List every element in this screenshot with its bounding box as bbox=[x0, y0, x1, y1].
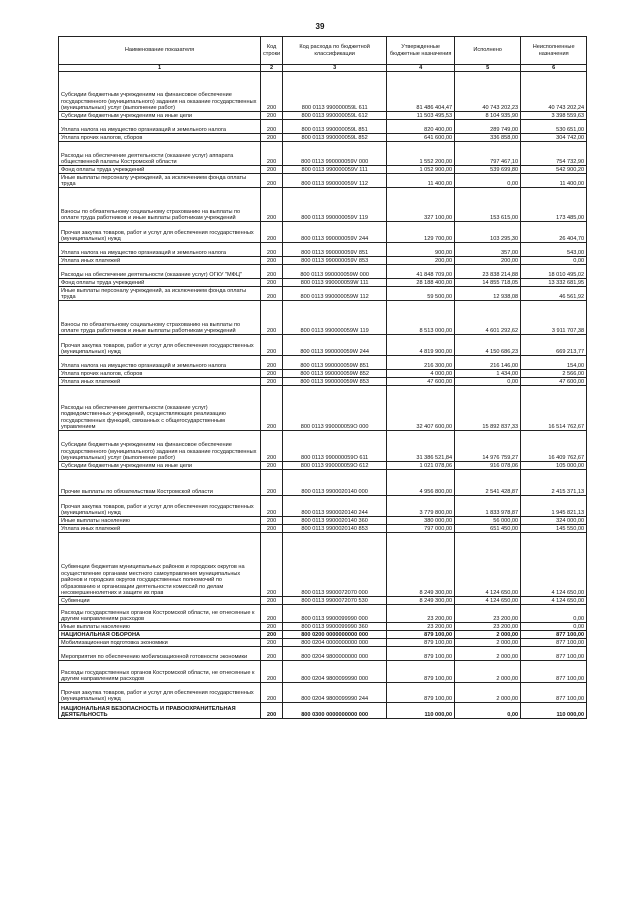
row-expense-code: 800 0113 9900099990 000 bbox=[283, 605, 387, 623]
row-executed: 56 000,00 bbox=[455, 517, 521, 525]
row-line-code: 200 bbox=[261, 356, 283, 370]
row-approved: 31 386 521,84 bbox=[387, 431, 455, 462]
row-name: Иные выплаты персоналу учреждений, за исключением фонда оплаты труда bbox=[59, 287, 261, 301]
table-row bbox=[59, 112, 587, 120]
row-approved: 879 100,00 bbox=[387, 661, 455, 683]
row-executed: 4 124 650,00 bbox=[455, 533, 521, 597]
table-row bbox=[59, 386, 587, 431]
row-name: Субсидии бюджетным учреждениям на иные цели bbox=[59, 112, 261, 120]
row-executed: 916 078,06 bbox=[455, 462, 521, 470]
row-executed: 0,00 bbox=[455, 174, 521, 188]
row-expense-code: 800 0113 990000059V 112 bbox=[283, 174, 387, 188]
row-name: НАЦИОНАЛЬНАЯ БЕЗОПАСНОСТЬ И ПРАВООХРАНИТЕЛЬНАЯ ДЕЯТЕЛЬНОСТЬ bbox=[59, 703, 261, 719]
row-name: Фонд оплаты труда учреждений bbox=[59, 279, 261, 287]
table-row bbox=[59, 496, 587, 517]
table-row bbox=[59, 378, 587, 386]
row-line-code: 200 bbox=[261, 279, 283, 287]
row-executed: 0,00 bbox=[455, 703, 521, 719]
row-name: Прочая закупка товаров, работ и услуг для обеспечения государственных (муниципальных) нужд bbox=[59, 222, 261, 243]
row-executed: 289 749,00 bbox=[455, 120, 521, 134]
row-approved: 59 500,00 bbox=[387, 287, 455, 301]
row-approved: 129 700,00 bbox=[387, 222, 455, 243]
row-approved: 8 249 300,00 bbox=[387, 597, 455, 605]
table-body bbox=[59, 72, 587, 719]
row-approved: 380 000,00 bbox=[387, 517, 455, 525]
column-index: 2 bbox=[261, 65, 283, 72]
row-name: Уплата прочих налогов, сборов bbox=[59, 134, 261, 142]
row-unexecuted: 173 485,00 bbox=[521, 188, 587, 222]
row-approved: 200,00 bbox=[387, 257, 455, 265]
row-executed: 40 743 202,23 bbox=[455, 72, 521, 112]
row-name: Субвенции bbox=[59, 597, 261, 605]
row-unexecuted: 18 010 495,02 bbox=[521, 265, 587, 279]
table-row bbox=[59, 265, 587, 279]
row-name: Расходы государственных органов Костромской области, не отнесенные к другим направлениям расходов bbox=[59, 661, 261, 683]
row-expense-code: 800 0300 0000000000 000 bbox=[283, 703, 387, 719]
row-executed: 200,00 bbox=[455, 257, 521, 265]
row-name: Уплата иных платежей bbox=[59, 525, 261, 533]
table-row bbox=[59, 301, 587, 335]
page-number: 39 bbox=[315, 22, 325, 31]
row-line-code: 200 bbox=[261, 631, 283, 639]
row-unexecuted: 110 000,00 bbox=[521, 703, 587, 719]
row-name: НАЦИОНАЛЬНАЯ ОБОРОНА bbox=[59, 631, 261, 639]
row-line-code: 200 bbox=[261, 597, 283, 605]
row-line-code: 200 bbox=[261, 431, 283, 462]
row-expense-code: 800 0113 990000059V 244 bbox=[283, 222, 387, 243]
row-expense-code: 800 0113 990000059V 119 bbox=[283, 188, 387, 222]
row-approved: 900,00 bbox=[387, 243, 455, 257]
row-line-code: 200 bbox=[261, 174, 283, 188]
row-name: Субсидии бюджетным учреждениям на финансовое обеспечение государственного (муниципального) задания на оказание государственных (муниципальных) услуг (выполнение работ) bbox=[59, 72, 261, 112]
row-approved: 8 249 300,00 bbox=[387, 533, 455, 597]
row-expense-code: 800 0113 990000059O 000 bbox=[283, 386, 387, 431]
table-row bbox=[59, 462, 587, 470]
row-line-code: 200 bbox=[261, 370, 283, 378]
row-name: Прочая закупка товаров, работ и услуг для обеспечения государственных (муниципальных) нужд bbox=[59, 683, 261, 703]
row-expense-code: 800 0113 990000059L 612 bbox=[283, 112, 387, 120]
row-name: Субсидии бюджетным учреждениям на иные цели bbox=[59, 462, 261, 470]
row-expense-code: 800 0113 990000059W 853 bbox=[283, 378, 387, 386]
row-approved: 32 407 600,00 bbox=[387, 386, 455, 431]
table-row bbox=[59, 120, 587, 134]
row-expense-code: 800 0113 9900072070 530 bbox=[283, 597, 387, 605]
table-row bbox=[59, 623, 587, 631]
row-unexecuted: 1 945 821,13 bbox=[521, 496, 587, 517]
row-line-code: 200 bbox=[261, 683, 283, 703]
row-approved: 41 848 709,00 bbox=[387, 265, 455, 279]
row-unexecuted: 754 732,90 bbox=[521, 142, 587, 166]
row-expense-code: 800 0113 9900020140 000 bbox=[283, 470, 387, 496]
row-unexecuted: 877 100,00 bbox=[521, 639, 587, 647]
row-line-code: 200 bbox=[261, 265, 283, 279]
row-expense-code: 800 0113 990000059W 000 bbox=[283, 265, 387, 279]
row-approved: 47 600,00 bbox=[387, 378, 455, 386]
row-unexecuted: 542 900,20 bbox=[521, 166, 587, 174]
row-expense-code: 800 0113 990000059O 612 bbox=[283, 462, 387, 470]
row-name: Субсидии бюджетным учреждениям на финансовое обеспечение государственного (муниципального) задания на оказание государственных (муниципальных) услуг (выполнение работ) bbox=[59, 431, 261, 462]
row-name: Уплата иных платежей bbox=[59, 378, 261, 386]
row-executed: 15 892 837,33 bbox=[455, 386, 521, 431]
table-row bbox=[59, 222, 587, 243]
row-expense-code: 800 0204 0000000000 000 bbox=[283, 639, 387, 647]
row-expense-code: 800 0113 9900020140 360 bbox=[283, 517, 387, 525]
table-row bbox=[59, 243, 587, 257]
column-index: 4 bbox=[387, 65, 455, 72]
row-approved: 4 000,00 bbox=[387, 370, 455, 378]
row-approved: 641 600,00 bbox=[387, 134, 455, 142]
row-approved: 1 552 200,00 bbox=[387, 142, 455, 166]
row-line-code: 200 bbox=[261, 134, 283, 142]
row-approved: 797 000,00 bbox=[387, 525, 455, 533]
row-name: Уплата налога на имущество организаций и земельного налога bbox=[59, 120, 261, 134]
row-line-code: 200 bbox=[261, 142, 283, 166]
row-line-code: 200 bbox=[261, 470, 283, 496]
row-executed: 153 615,00 bbox=[455, 188, 521, 222]
row-unexecuted: 669 213,77 bbox=[521, 335, 587, 356]
row-name: Иные выплаты населению bbox=[59, 517, 261, 525]
row-line-code: 200 bbox=[261, 533, 283, 597]
row-line-code: 200 bbox=[261, 120, 283, 134]
row-approved: 4 819 900,00 bbox=[387, 335, 455, 356]
row-unexecuted: 11 400,00 bbox=[521, 174, 587, 188]
row-expense-code: 800 0113 990000059V 000 bbox=[283, 142, 387, 166]
row-unexecuted: 145 550,00 bbox=[521, 525, 587, 533]
row-expense-code: 800 0113 990000059O 611 bbox=[283, 431, 387, 462]
row-executed: 1 833 978,87 bbox=[455, 496, 521, 517]
row-expense-code: 800 0113 990000059W 119 bbox=[283, 301, 387, 335]
row-line-code: 200 bbox=[261, 112, 283, 120]
row-executed: 2 000,00 bbox=[455, 639, 521, 647]
row-approved: 879 100,00 bbox=[387, 631, 455, 639]
row-expense-code: 800 0113 9900099990 360 bbox=[283, 623, 387, 631]
row-unexecuted: 16 409 762,67 bbox=[521, 431, 587, 462]
row-expense-code: 800 0113 990000059V 853 bbox=[283, 257, 387, 265]
row-unexecuted: 304 742,00 bbox=[521, 134, 587, 142]
row-unexecuted: 3 398 559,63 bbox=[521, 112, 587, 120]
row-approved: 1 021 078,06 bbox=[387, 462, 455, 470]
row-line-code: 200 bbox=[261, 257, 283, 265]
row-expense-code: 800 0204 9800000000 000 bbox=[283, 647, 387, 661]
row-approved: 8 513 000,00 bbox=[387, 301, 455, 335]
table-row bbox=[59, 188, 587, 222]
row-line-code: 200 bbox=[261, 287, 283, 301]
header-approved: Утвержденные бюджетные назначения bbox=[387, 37, 455, 65]
row-executed: 12 938,08 bbox=[455, 287, 521, 301]
header-unexecuted: Неисполненные назначения bbox=[521, 37, 587, 65]
row-executed: 23 838 214,88 bbox=[455, 265, 521, 279]
row-name: Уплата налога на имущество организаций и земельного налога bbox=[59, 356, 261, 370]
row-expense-code: 800 0200 0000000000 000 bbox=[283, 631, 387, 639]
table-row bbox=[59, 605, 587, 623]
row-unexecuted: 4 124 650,00 bbox=[521, 597, 587, 605]
row-name: Уплата иных платежей bbox=[59, 257, 261, 265]
row-executed: 14 855 718,05 bbox=[455, 279, 521, 287]
row-executed: 2 000,00 bbox=[455, 647, 521, 661]
row-approved: 110 000,00 bbox=[387, 703, 455, 719]
table-row bbox=[59, 470, 587, 496]
row-expense-code: 800 0113 990000059V 851 bbox=[283, 243, 387, 257]
column-index: 3 bbox=[283, 65, 387, 72]
row-executed: 0,00 bbox=[455, 378, 521, 386]
row-expense-code: 800 0113 990000059W 852 bbox=[283, 370, 387, 378]
row-executed: 797 467,10 bbox=[455, 142, 521, 166]
row-line-code: 200 bbox=[261, 222, 283, 243]
row-name: Взносы по обязательному социальному страхованию на выплаты по оплате труда работников и иные выплаты работникам учреждений bbox=[59, 301, 261, 335]
row-executed: 2 000,00 bbox=[455, 631, 521, 639]
table-row bbox=[59, 647, 587, 661]
table-row bbox=[59, 356, 587, 370]
row-name: Уплата прочих налогов, сборов bbox=[59, 370, 261, 378]
row-name: Мобилизационная подготовка экономики bbox=[59, 639, 261, 647]
row-line-code: 200 bbox=[261, 188, 283, 222]
row-approved: 11 503 495,53 bbox=[387, 112, 455, 120]
row-line-code: 200 bbox=[261, 661, 283, 683]
row-line-code: 200 bbox=[261, 496, 283, 517]
row-approved: 327 100,00 bbox=[387, 188, 455, 222]
row-approved: 879 100,00 bbox=[387, 683, 455, 703]
table-row bbox=[59, 631, 587, 639]
column-index: 5 bbox=[455, 65, 521, 72]
table-row bbox=[59, 683, 587, 703]
row-expense-code: 800 0113 990000059V 111 bbox=[283, 166, 387, 174]
row-executed: 357,00 bbox=[455, 243, 521, 257]
row-line-code: 200 bbox=[261, 525, 283, 533]
table-row bbox=[59, 134, 587, 142]
row-executed: 2 541 428,87 bbox=[455, 470, 521, 496]
row-executed: 103 295,30 bbox=[455, 222, 521, 243]
row-name: Расходы государственных органов Костромской области, не отнесенные к другим направлениям расходов bbox=[59, 605, 261, 623]
row-line-code: 200 bbox=[261, 517, 283, 525]
table-row bbox=[59, 287, 587, 301]
budget-execution-table bbox=[58, 36, 587, 719]
row-unexecuted: 2 566,00 bbox=[521, 370, 587, 378]
row-unexecuted: 2 415 371,13 bbox=[521, 470, 587, 496]
row-unexecuted: 26 404,70 bbox=[521, 222, 587, 243]
row-executed: 216 146,00 bbox=[455, 356, 521, 370]
row-expense-code: 800 0113 990000059L 851 bbox=[283, 120, 387, 134]
table-row bbox=[59, 174, 587, 188]
row-unexecuted: 105 000,00 bbox=[521, 462, 587, 470]
row-approved: 81 486 404,47 bbox=[387, 72, 455, 112]
table-row bbox=[59, 166, 587, 174]
row-executed: 23 200,00 bbox=[455, 623, 521, 631]
row-expense-code: 800 0113 990000059W 112 bbox=[283, 287, 387, 301]
row-name: Субвенции бюджетам муниципальных районов и городских округов на осуществление органами местного самоуправления муниципальных районов и городских округов государственных полномочий по образованию и организации деятельности комиссий по делам несовершеннолетних и защите их прав bbox=[59, 533, 261, 597]
row-unexecuted: 877 100,00 bbox=[521, 661, 587, 683]
table-row bbox=[59, 639, 587, 647]
row-executed: 23 200,00 bbox=[455, 605, 521, 623]
row-name: Иные выплаты персоналу учреждений, за исключением фонда оплаты труда bbox=[59, 174, 261, 188]
row-unexecuted: 0,00 bbox=[521, 623, 587, 631]
row-approved: 216 300,00 bbox=[387, 356, 455, 370]
row-line-code: 200 bbox=[261, 623, 283, 631]
row-name: Расходы на обеспечение деятельности (оказание услуг) аппарата общественной палаты Костромской области bbox=[59, 142, 261, 166]
table-row bbox=[59, 335, 587, 356]
row-line-code: 200 bbox=[261, 605, 283, 623]
row-expense-code: 800 0204 9800099990 000 bbox=[283, 661, 387, 683]
row-approved: 3 779 800,00 bbox=[387, 496, 455, 517]
row-expense-code: 800 0113 9900020140 244 bbox=[283, 496, 387, 517]
table-row bbox=[59, 431, 587, 462]
row-expense-code: 800 0113 990000059W 111 bbox=[283, 279, 387, 287]
row-name: Фонд оплаты труда учреждений bbox=[59, 166, 261, 174]
row-line-code: 200 bbox=[261, 639, 283, 647]
row-executed: 1 434,00 bbox=[455, 370, 521, 378]
row-executed: 336 858,00 bbox=[455, 134, 521, 142]
row-unexecuted: 877 100,00 bbox=[521, 647, 587, 661]
row-expense-code: 800 0113 9900020140 853 bbox=[283, 525, 387, 533]
row-line-code: 200 bbox=[261, 703, 283, 719]
row-approved: 879 100,00 bbox=[387, 639, 455, 647]
table-row bbox=[59, 533, 587, 597]
row-approved: 28 188 400,00 bbox=[387, 279, 455, 287]
row-expense-code: 800 0113 990000059W 244 bbox=[283, 335, 387, 356]
row-unexecuted: 324 000,00 bbox=[521, 517, 587, 525]
row-approved: 11 400,00 bbox=[387, 174, 455, 188]
row-approved: 820 400,00 bbox=[387, 120, 455, 134]
row-executed: 539 699,80 bbox=[455, 166, 521, 174]
row-approved: 23 200,00 bbox=[387, 623, 455, 631]
row-unexecuted: 16 514 762,67 bbox=[521, 386, 587, 431]
row-unexecuted: 543,00 bbox=[521, 243, 587, 257]
row-name: Прочая закупка товаров, работ и услуг для обеспечения государственных (муниципальных) нужд bbox=[59, 496, 261, 517]
row-line-code: 200 bbox=[261, 378, 283, 386]
row-line-code: 200 bbox=[261, 386, 283, 431]
table-row bbox=[59, 703, 587, 719]
row-executed: 8 104 935,90 bbox=[455, 112, 521, 120]
row-unexecuted: 3 911 707,38 bbox=[521, 301, 587, 335]
row-name: Уплата налога на имущество организаций и земельного налога bbox=[59, 243, 261, 257]
row-line-code: 200 bbox=[261, 335, 283, 356]
row-expense-code: 800 0204 9800099990 244 bbox=[283, 683, 387, 703]
row-approved: 23 200,00 bbox=[387, 605, 455, 623]
header-row bbox=[59, 37, 587, 65]
table-row bbox=[59, 661, 587, 683]
table-row bbox=[59, 525, 587, 533]
table-row bbox=[59, 142, 587, 166]
row-executed: 14 976 759,27 bbox=[455, 431, 521, 462]
row-unexecuted: 4 124 650,00 bbox=[521, 533, 587, 597]
row-approved: 879 100,00 bbox=[387, 647, 455, 661]
row-line-code: 200 bbox=[261, 243, 283, 257]
row-approved: 1 052 900,00 bbox=[387, 166, 455, 174]
row-executed: 651 450,00 bbox=[455, 525, 521, 533]
row-unexecuted: 47 600,00 bbox=[521, 378, 587, 386]
header-line-code: Код строки bbox=[261, 37, 283, 65]
row-expense-code: 800 0113 9900072070 000 bbox=[283, 533, 387, 597]
row-expense-code: 800 0113 990000059L 611 bbox=[283, 72, 387, 112]
table-row bbox=[59, 257, 587, 265]
row-line-code: 200 bbox=[261, 166, 283, 174]
row-unexecuted: 40 743 202,24 bbox=[521, 72, 587, 112]
row-expense-code: 800 0113 990000059L 852 bbox=[283, 134, 387, 142]
header-expense-code: Код расхода по бюджетной классификации bbox=[283, 37, 387, 65]
row-name: Расходы на обеспечение деятельности (оказание услуг) подведомственных учреждений, осуществляющих реализацию государственных функций, связанных с общегосударственным управлением bbox=[59, 386, 261, 431]
row-line-code: 200 bbox=[261, 301, 283, 335]
column-index: 1 bbox=[59, 65, 261, 72]
row-unexecuted: 46 561,92 bbox=[521, 287, 587, 301]
row-unexecuted: 13 332 681,95 bbox=[521, 279, 587, 287]
table-row bbox=[59, 279, 587, 287]
row-unexecuted: 154,00 bbox=[521, 356, 587, 370]
table-row bbox=[59, 72, 587, 112]
row-executed: 4 124 650,00 bbox=[455, 597, 521, 605]
row-name: Взносы по обязательному социальному страхованию на выплаты по оплате труда работников и иные выплаты работникам учреждений bbox=[59, 188, 261, 222]
row-executed: 2 000,00 bbox=[455, 683, 521, 703]
row-name: Иные выплаты населению bbox=[59, 623, 261, 631]
row-executed: 4 150 686,23 bbox=[455, 335, 521, 356]
row-unexecuted: 877 100,00 bbox=[521, 631, 587, 639]
row-unexecuted: 0,00 bbox=[521, 257, 587, 265]
header-name: Наименование показателя bbox=[59, 37, 261, 65]
row-executed: 4 601 292,62 bbox=[455, 301, 521, 335]
table-row bbox=[59, 517, 587, 525]
row-name: Прочие выплаты по обязательствам Костромской области bbox=[59, 470, 261, 496]
table-row bbox=[59, 597, 587, 605]
column-index-row bbox=[59, 65, 587, 72]
row-approved: 4 956 800,00 bbox=[387, 470, 455, 496]
row-line-code: 200 bbox=[261, 647, 283, 661]
row-expense-code: 800 0113 990000059W 851 bbox=[283, 356, 387, 370]
header-executed: Исполнено bbox=[455, 37, 521, 65]
row-line-code: 200 bbox=[261, 462, 283, 470]
row-name: Прочая закупка товаров, работ и услуг для обеспечения государственных (муниципальных) нужд bbox=[59, 335, 261, 356]
column-index: 6 bbox=[521, 65, 587, 72]
row-executed: 2 000,00 bbox=[455, 661, 521, 683]
row-unexecuted: 530 651,00 bbox=[521, 120, 587, 134]
row-name: Мероприятия по обеспечению мобилизационной готовности экономики bbox=[59, 647, 261, 661]
row-name: Расходы на обеспечение деятельности (оказание услуг) ОГКУ "МФЦ" bbox=[59, 265, 261, 279]
table-row bbox=[59, 370, 587, 378]
row-unexecuted: 0,00 bbox=[521, 605, 587, 623]
row-unexecuted: 877 100,00 bbox=[521, 683, 587, 703]
row-line-code: 200 bbox=[261, 72, 283, 112]
